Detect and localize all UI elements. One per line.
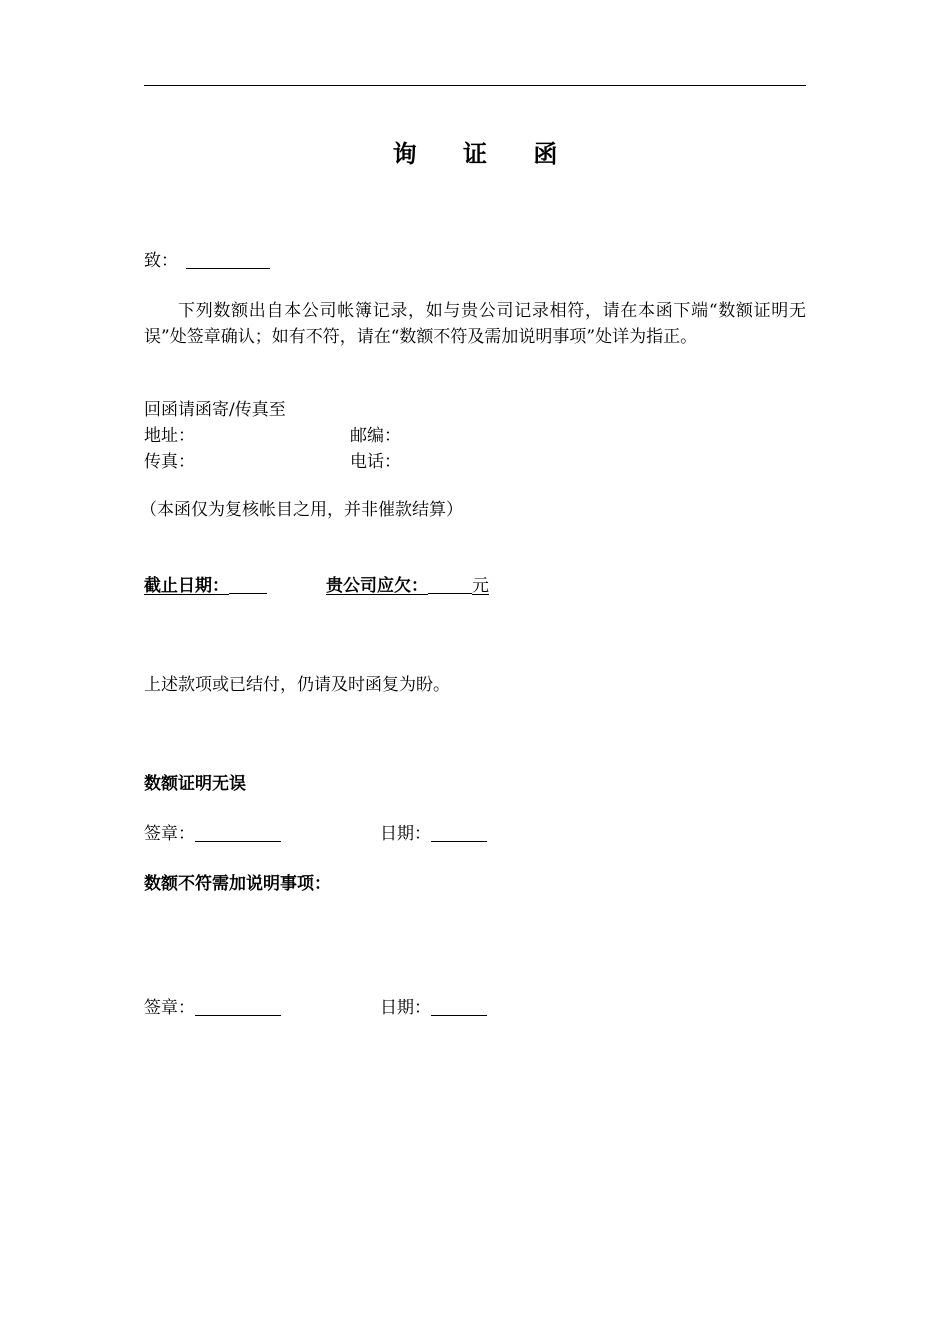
- address-label: 地址：: [144, 426, 195, 446]
- title-char-1: 询: [392, 139, 417, 168]
- confirm-signature-blank[interactable]: [195, 823, 281, 842]
- to-label: 致：: [144, 251, 178, 271]
- confirm-signature: [144, 822, 281, 846]
- confirm-heading: 数额证明无误: [144, 774, 246, 794]
- purpose-note: （本函仅为复核帐目之用，并非催款结算）: [140, 500, 463, 520]
- phone-label: 电话：: [350, 452, 401, 472]
- postcode-label: 邮编：: [350, 426, 401, 446]
- cutoff-blank[interactable]: [229, 575, 267, 594]
- recipient-line: [144, 249, 270, 273]
- dispute-date: [380, 996, 487, 1020]
- cutoff-label: 截止日期：: [144, 576, 229, 596]
- owed-blank[interactable]: [428, 575, 472, 594]
- title-char-2: 证: [463, 139, 487, 168]
- title-char-3: 函: [533, 139, 558, 168]
- cutoff-date-field: [144, 574, 267, 598]
- dispute-signature: [144, 996, 281, 1020]
- intro-paragraph: 下列数额出自本公司帐簿记录，如与贵公司记录相符，请在本函下端“数额证明无误”处签章确认；如有不符，请在“数额不符及需加说明事项”处详为指正。: [144, 301, 806, 347]
- confirm-date-blank[interactable]: [431, 823, 487, 842]
- recipient-blank[interactable]: [186, 250, 270, 269]
- confirm-date-label: 日期：: [380, 824, 431, 844]
- confirm-date: [380, 822, 487, 846]
- dispute-date-blank[interactable]: [431, 997, 487, 1016]
- fax-label: 传真：: [144, 452, 195, 472]
- dispute-signature-label: 签章：: [144, 998, 195, 1018]
- owed-amount-field: [326, 574, 489, 598]
- reply-heading: 回函请函寄/传真至: [144, 400, 286, 420]
- dispute-signature-blank[interactable]: [195, 997, 281, 1016]
- dispute-heading: 数额不符需加说明事项：: [144, 874, 331, 894]
- closing-sentence: 上述款项或已结付，仍请及时函复为盼。: [144, 675, 450, 695]
- owed-label: 贵公司应欠：: [326, 576, 428, 596]
- confirm-signature-label: 签章：: [144, 824, 195, 844]
- document-title: [0, 134, 950, 169]
- currency-label: 元: [472, 576, 489, 596]
- dispute-date-label: 日期：: [380, 998, 431, 1018]
- header-rule: [144, 85, 806, 86]
